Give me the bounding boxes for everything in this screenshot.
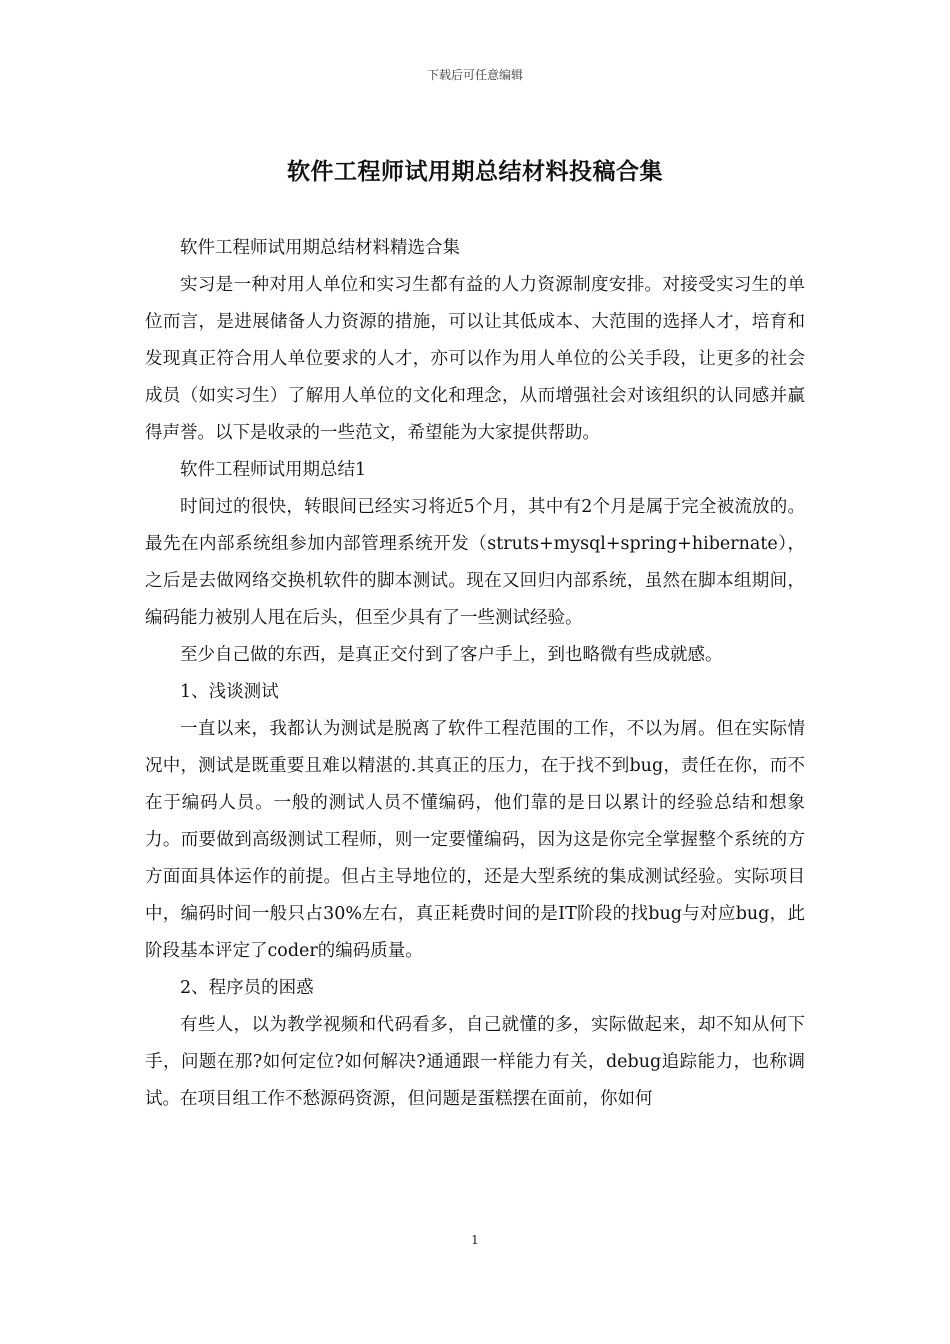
paragraph-experience: 时间过的很快，转眼间已经实习将近5个月，其中有2个月是属于完全被流放的。最先在内部系统组参加内部管理系统开发（struts+mysql+spring+hibernate），之后是去做网络交换机软件的脚本测试。现在又回归内部系统，虽然在脚本组期间，编码能力被别人甩在后头，但至少具有了一些测试经验。 <box>145 497 805 628</box>
paragraph-testing: 一直以来，我都认为测试是脱离了软件工程范围的工作，不以为屑。但在实际情况中，测试是既重要且难以精湛的.其真正的压力，在于找不到bug，责任在你，而不在于编码人员。一般的测试人员不懂编码，他们靠的是日以累计的经验总结和想象力。而要做到高级测试工程师，则一定要懂编码，因为这是你完全掌握整个系统的方方面面具体运作的前提。但占主导地位的，还是大型系统的集成测试经验。实际项目中，编码时间一般只占30%左右，真正耗费时间的是IT阶段的找bug与对应bug，此阶段基本评定了coder的编码质量。 <box>145 719 805 961</box>
paragraph-heading-testing: 1、浅谈测试 <box>180 682 279 702</box>
paragraph-programmer: 有些人，以为教学视频和代码看多，自己就懂的多，实际做起来，却不知从何下手，问题在那?如何定位?如何解决?通通跟一样能力有关，debug追踪能力，也称调试。在项目组工作不愁源码资源，但问题是蛋糕摆在面前，你如何 <box>145 1015 805 1109</box>
document-title: 软件工程师试用期总结材料投稿合集 <box>287 159 663 185</box>
paragraph-heading-programmer: 2、程序员的困惑 <box>180 978 314 998</box>
document-body <box>145 230 805 1118</box>
paragraph-intro: 实习是一种对用人单位和实习生都有益的人力资源制度安排。对接受实习生的单位而言，是进展储备人力资源的措施，可以让其低成本、大范围的选择人才，培育和发现真正符合用人单位要求的人才，亦可以作为用人单位的公关手段，让更多的社会成员（如实习生）了解用人单位的文化和理念，从而增强社会对该组织的认同感并赢得声誉。以下是收录的一些范文，希望能为大家提供帮助。 <box>145 275 805 443</box>
paragraph-achievement: 至少自己做的东西，是真正交付到了客户手上，到也略微有些成就感。 <box>180 645 723 665</box>
paragraph-section-heading: 软件工程师试用期总结1 <box>180 460 367 480</box>
paragraph-subtitle: 软件工程师试用期总结材料精选合集 <box>180 238 460 258</box>
page-number: 1 <box>471 1233 479 1247</box>
page-header-note: 下载后可任意编辑 <box>426 68 523 82</box>
